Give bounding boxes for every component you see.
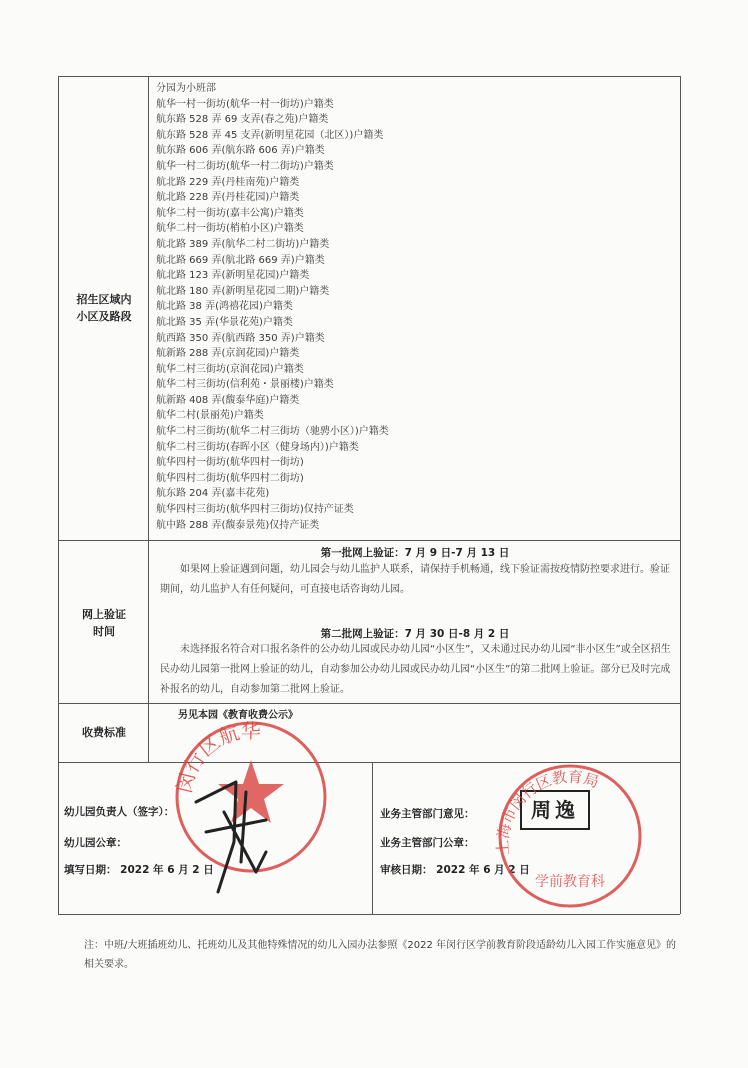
address-item: 航华一村一街坊(航华一村一街坊)户籍类 <box>156 98 334 110</box>
address-item: 航北路 38 弄(鸿禧花园)户籍类 <box>156 301 293 313</box>
address-item: 航北路 228 弄(丹桂花园)户籍类 <box>156 192 300 204</box>
address-item: 航北路 180 弄(新明星花园二期)户籍类 <box>156 285 330 297</box>
address-item: 航北路 35 弄(华景花苑)户籍类 <box>156 316 293 328</box>
fill-date: 填写日期： 2022 年 6 月 2 日 <box>64 864 214 876</box>
address-item: 航北路 389 弄(航华二村二街坊)户籍类 <box>156 238 330 250</box>
address-item: 航新路 288 弄(京润花园)户籍类 <box>156 348 300 360</box>
bureau-seal <box>490 756 650 916</box>
batch2-title: 第二批网上验证：7 月 30 日-8 月 2 日 <box>320 628 510 640</box>
address-item: 航东路 528 弄 45 支弄(新明星花园（北区）)户籍类 <box>156 129 384 141</box>
address-item: 航中路 288 弄(馥泰景苑)仅持产证类 <box>156 519 320 531</box>
table-left-border <box>58 76 59 914</box>
address-item: 航华二村一街坊(嘉丰公寓)户籍类 <box>156 207 304 219</box>
address-item: 航华四村三街坊(航华四村三街坊)仅持产证类 <box>156 504 354 516</box>
address-item: 航华四村二街坊(航华四村二街坊) <box>156 472 304 484</box>
review-date: 审核日期： 2022 年 6 月 2 日 <box>380 864 530 876</box>
address-item: 航北路 123 弄(新明星花园)户籍类 <box>156 270 310 282</box>
kindergarten-seal-label: 幼儿园公章： <box>64 837 127 849</box>
batch1-text: 如果网上验证遇到问题，幼儿园会与幼儿监护人联系，请保持手机畅通，线下验证需按疫情防控要求进行。验证期间，幼儿监护人有任何疑问，可直接电话咨询幼儿园。 <box>160 564 670 595</box>
label-column-divider <box>148 76 149 762</box>
address-item: 航华一村二街坊(航华一村二街坊)户籍类 <box>156 160 334 172</box>
address-item: 航华二村三街坊(航华二村三街坊（驰骋小区）)户籍类 <box>156 426 389 438</box>
batch2-text: 未选择报名符合对口报名条件的公办幼儿园或民办幼儿园“小区生”，又未通过民办幼儿园“非小区生”或全区招生民办幼儿园第一批网上验证的幼儿，自动参加公办幼儿园或民办幼儿园“小区生”的第二批网上验证。部分已及时完成补报名的幼儿，自动参加第二批网上验证。 <box>160 644 671 695</box>
enroll-area-label: 招生区域内 小区及路段 <box>76 293 132 323</box>
authority-opinion-label: 业务主管部门意见： <box>380 808 475 820</box>
fee-text: 另见本园《教育收费公示》 <box>178 710 298 721</box>
address-item: 航华二村三街坊(京润花园)户籍类 <box>156 363 304 375</box>
address-item: 航东路 528 弄 69 支弄(春之苑)户籍类 <box>156 114 329 126</box>
address-item: 航华二村(景丽苑)户籍类 <box>156 410 264 422</box>
address-item: 航华四村一街坊(航华四村一街坊) <box>156 457 304 469</box>
bureau-seal-text: 上海市闵行区教育局 <box>493 767 602 856</box>
principal-signature <box>176 772 286 902</box>
address-item: 航北路 229 弄(丹桂南苑)户籍类 <box>156 176 300 188</box>
address-item: 航华二村三街坊(春晖小区（健身场内）)户籍类 <box>156 441 359 453</box>
address-item: 航西路 350 弄(航西路 350 弄)户籍类 <box>156 332 325 344</box>
address-item: 航东路 606 弄(航东路 606 弄)户籍类 <box>156 145 325 157</box>
table-right-border <box>680 76 681 914</box>
verify-time-label: 网上验证 时间 <box>82 608 126 638</box>
table-top-border <box>58 76 680 77</box>
signature-column-divider <box>372 762 373 914</box>
footnote: 注：中班/大班插班幼儿、托班幼儿及其他特殊情况的幼儿入园办法参照《2022 年闵行区学前教育阶段适龄幼儿入园工作实施意见》的相关要求。 <box>84 940 676 970</box>
address-item: 航北路 669 弄(航北路 669 弄)户籍类 <box>156 254 325 266</box>
kindergarten-seal-text: 闵行区航华 <box>171 718 261 796</box>
fee-label: 收费标准 <box>82 726 126 739</box>
bureau-name-stamp: 周逸 <box>520 790 590 830</box>
batch1-title: 第一批网上验证：7 月 9 日-7 月 13 日 <box>320 547 510 559</box>
address-item: 航华二村三街坊(信利苑・景丽楼)户籍类 <box>156 379 334 391</box>
bureau-seal-dept: 学前教育科 <box>535 874 605 890</box>
row-divider-2 <box>58 703 680 704</box>
authority-seal-label: 业务主管部门公章： <box>380 837 475 849</box>
address-list <box>156 81 576 533</box>
row-divider-1 <box>58 540 680 541</box>
svg-text:上海市闵行区教育局 <box>494 768 601 856</box>
address-item: 航华二村一街坊(梢柏小区)户籍类 <box>156 223 304 235</box>
address-item: 航东路 204 弄(嘉丰花苑) <box>156 488 270 500</box>
address-item: 分园为小班部 <box>156 83 216 94</box>
address-item: 航新路 408 弄(馥泰华庭)户籍类 <box>156 394 300 406</box>
principal-sign-label: 幼儿园负责人（签字）： <box>64 806 175 818</box>
